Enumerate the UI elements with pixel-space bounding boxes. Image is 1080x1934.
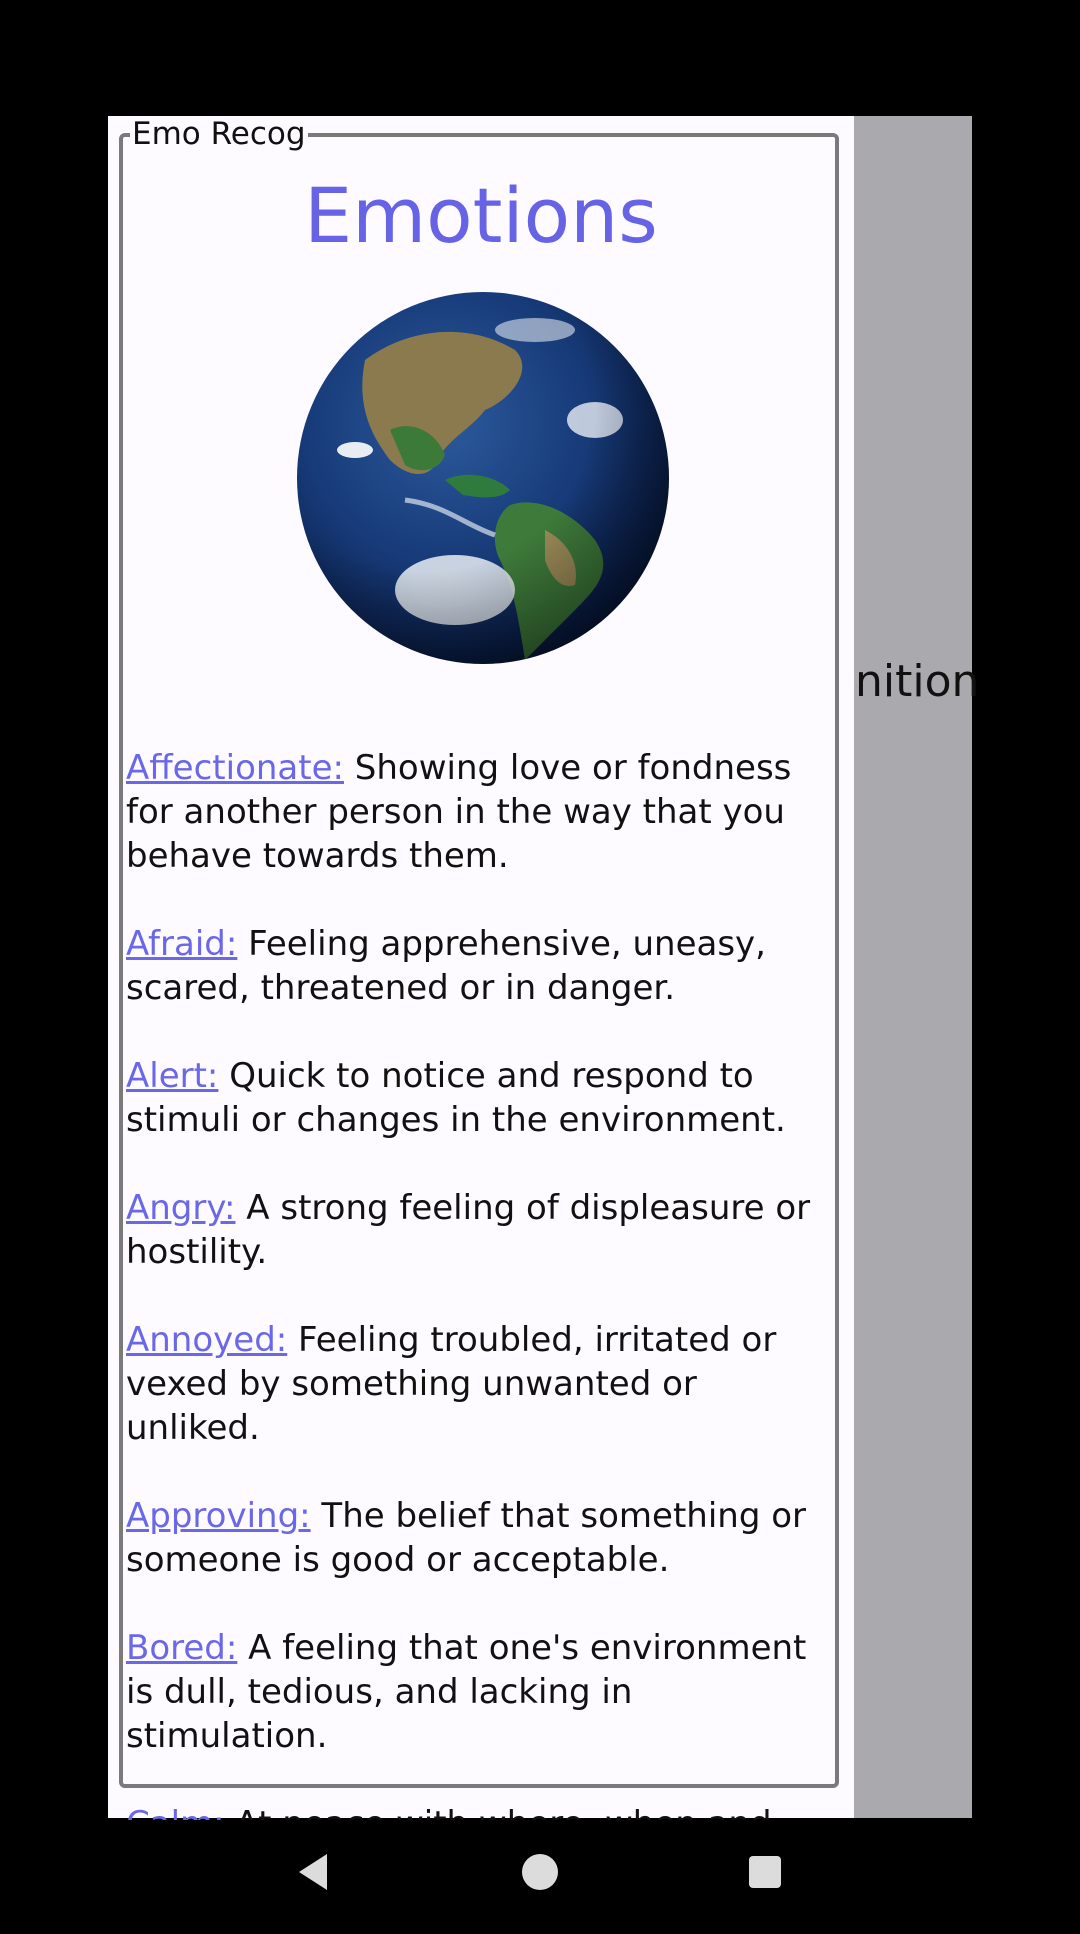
navigation-bar: [0, 1820, 1080, 1920]
earth-globe-icon: [295, 290, 671, 666]
list-item: [126, 1318, 836, 1450]
emotion-link[interactable]: Alert:: [126, 1056, 219, 1096]
recents-icon[interactable]: [735, 1842, 795, 1902]
list-item: [126, 1494, 836, 1582]
emotion-list: [126, 746, 836, 1934]
page-title: Emotions: [304, 171, 658, 260]
emotion-definition: Showing love or fondness for another person in the way that you behave towards them.: [126, 748, 792, 876]
emotion-definition: A feeling that one's environment is dull, tedious, and lacking in stimulation.: [126, 1628, 807, 1756]
emotion-definition: Quick to notice and respond to stimuli or changes in the environment.: [126, 1056, 786, 1140]
back-icon[interactable]: [285, 1842, 345, 1902]
list-item: [126, 1186, 836, 1274]
emotion-definition: Feeling troubled, irritated or vexed by something unwanted or unliked.: [126, 1320, 777, 1448]
list-item: [126, 1054, 836, 1142]
emotion-definition: Feeling apprehensive, uneasy, scared, threatened or in danger.: [126, 924, 766, 1008]
list-item: [126, 1626, 836, 1758]
background-partial-text: nition: [855, 656, 980, 707]
frame-title: Emo Recog: [132, 116, 306, 152]
emotion-link[interactable]: Affectionate:: [126, 748, 344, 788]
emotion-definition: The belief that something or someone is good or acceptable.: [126, 1496, 807, 1580]
home-icon[interactable]: [510, 1842, 570, 1902]
list-item: [126, 922, 836, 1010]
emotion-link[interactable]: Approving:: [126, 1496, 311, 1536]
emotion-definition: A strong feeling of displeasure or hostility.: [126, 1188, 811, 1272]
list-item: [126, 746, 836, 878]
emotion-link[interactable]: Angry:: [126, 1188, 236, 1228]
emotions-dialog: [108, 116, 854, 1818]
emotion-link[interactable]: Afraid:: [126, 924, 238, 964]
emotion-link[interactable]: Annoyed:: [126, 1320, 288, 1360]
emotion-link[interactable]: Bored:: [126, 1628, 238, 1668]
